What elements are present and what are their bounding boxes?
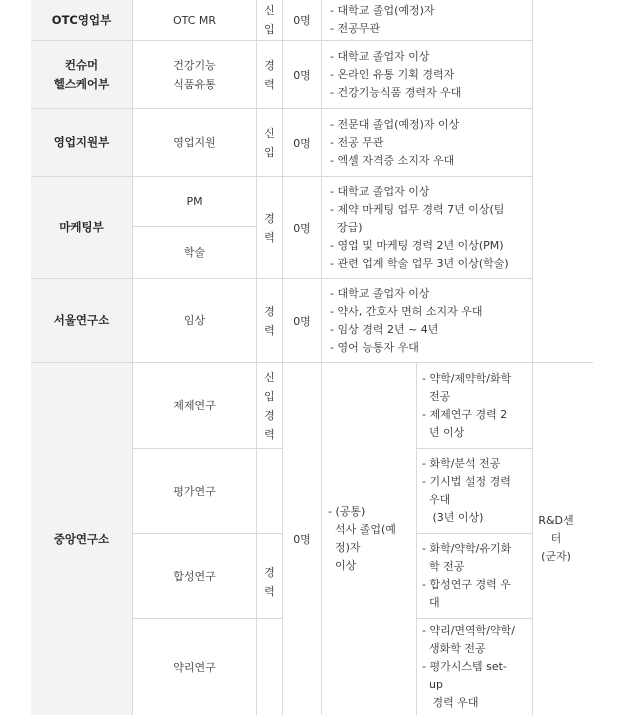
dept-label: 마케팅부 xyxy=(59,220,104,234)
hire-type-cell: 신 입 경 력 xyxy=(264,370,275,441)
job-cell xyxy=(133,227,256,278)
location-line: 터 xyxy=(550,532,562,545)
dept-label: 서울연구소 xyxy=(53,313,110,327)
requirement-line: - 온라인 유통 기획 경력자 xyxy=(330,67,455,81)
headcount-cell xyxy=(283,0,321,40)
requirement-line: 우대 xyxy=(422,493,451,506)
dept-label: 헬스케어부 xyxy=(53,76,110,91)
requirements-cell xyxy=(322,177,532,278)
requirement-line: - 평가시스템 set- xyxy=(422,660,507,673)
headcount: 0명 xyxy=(293,221,311,235)
headcount: 0명 xyxy=(293,314,311,328)
headcount: 0명 xyxy=(293,68,311,82)
requirement-line: 년 이상 xyxy=(422,425,465,439)
work-location-cell xyxy=(533,363,579,715)
requirement-line: - 기시법 설정 경력 xyxy=(422,475,511,488)
dept-label: 영업지원부 xyxy=(53,135,110,149)
job-cell xyxy=(133,449,256,533)
requirement-line: 생화학 전공 xyxy=(422,642,486,655)
job-cell xyxy=(133,534,256,618)
requirements-cell xyxy=(417,449,532,533)
requirement-line: 학 전공 xyxy=(422,560,465,573)
job-cell xyxy=(133,279,256,362)
job-label: 건강기능 xyxy=(173,58,216,72)
requirement-line: - 영어 능통자 우대 xyxy=(330,340,419,354)
requirement-line: 경력 우대 xyxy=(422,696,479,709)
requirements-cell xyxy=(417,363,532,448)
requirement-line: - 제제연구 경력 2 xyxy=(422,407,508,421)
dept-cell xyxy=(31,41,132,108)
dept-label: 중앙연구소 xyxy=(53,531,110,546)
requirement-line: 석사 졸업(예 xyxy=(328,523,396,536)
requirement-line: - 전공무관 xyxy=(330,22,380,35)
requirement-line: 정)자 xyxy=(328,541,361,554)
requirement-line: - 합성연구 경력 우 xyxy=(422,578,511,591)
job-label: 임상 xyxy=(183,314,206,327)
job-label: PM xyxy=(186,195,203,208)
requirements-cell xyxy=(322,109,532,176)
requirements-cell xyxy=(322,0,532,40)
job-label: 식품유통 xyxy=(173,77,216,91)
location-line: (군자) xyxy=(541,550,571,563)
requirement-line: - 대학교 졸업자 이상 xyxy=(330,286,430,300)
requirement-line: - 대학교 졸업자 이상 xyxy=(330,184,430,198)
job-label: 합성연구 xyxy=(173,569,216,583)
job-label: 제제연구 xyxy=(173,399,216,412)
requirement-line: 전공 xyxy=(422,389,451,403)
requirement-line: - 전문대 졸업(예정)자 이상 xyxy=(330,117,460,131)
job-label: 약리연구 xyxy=(173,660,216,674)
dept-cell xyxy=(31,0,132,40)
job-label: 학술 xyxy=(183,246,206,259)
dept-label: OTC영업부 xyxy=(51,12,112,27)
hire-type-cell: 경 력 xyxy=(264,304,275,337)
hire-type-cell: 경 력 xyxy=(264,58,275,91)
requirement-line: - 건강기능식품 경력자 우대 xyxy=(330,85,462,99)
requirement-line: - 영업 및 마케팅 경력 2년 이상(PM) xyxy=(330,238,504,252)
requirement-line: - 임상 경력 2년 ~ 4년 xyxy=(330,322,439,336)
requirement-line: - 제약 마케팅 업무 경력 7년 이상(팀 xyxy=(330,202,505,216)
headcount-cell xyxy=(283,363,321,715)
requirements-cell xyxy=(417,534,532,618)
job-cell xyxy=(133,177,256,226)
dept-cell xyxy=(31,279,132,362)
requirement-line: 대 xyxy=(422,596,440,609)
requirement-line: - 관련 업계 학술 업무 3년 이상(학술) xyxy=(330,256,509,270)
job-cell xyxy=(133,0,256,40)
headcount: 0명 xyxy=(293,533,311,546)
requirement-line: - 약학/제약학/화학 xyxy=(422,371,512,385)
requirement-line: - (공통) xyxy=(328,505,366,518)
requirement-line: - 엑셀 자격증 소지자 우대 xyxy=(330,153,455,167)
hire-type-cell: 경 력 xyxy=(264,211,275,244)
requirements-cell xyxy=(417,619,532,715)
job-label: 평가연구 xyxy=(173,484,216,498)
headcount-cell xyxy=(283,109,321,176)
requirements-cell xyxy=(322,41,532,108)
requirement-line: up xyxy=(422,678,443,691)
headcount: 0명 xyxy=(293,136,311,150)
job-label: OTC MR xyxy=(172,13,217,27)
requirement-line: 이상 xyxy=(328,559,357,572)
location-line: R&D센 xyxy=(538,514,574,527)
dept-cell xyxy=(31,109,132,176)
requirement-line: - 화학/분석 전공 xyxy=(422,457,501,470)
hire-type-cell: 신 입 xyxy=(264,4,275,36)
requirement-line: - 약사, 간호사 면허 소지자 우대 xyxy=(330,304,483,318)
headcount-cell xyxy=(283,41,321,108)
job-cell xyxy=(133,363,256,448)
job-cell xyxy=(133,109,256,176)
dept-cell xyxy=(31,363,132,715)
dept-label: 컨슈머 xyxy=(64,57,99,72)
headcount-cell xyxy=(283,177,321,278)
requirement-line: (3년 이상) xyxy=(422,511,484,524)
requirements-cell xyxy=(322,279,532,362)
requirement-line: 장급) xyxy=(330,220,363,234)
job-cell xyxy=(133,41,256,108)
requirement-line: - 약리/면역학/약학/ xyxy=(422,624,515,637)
job-label: 영업지원 xyxy=(173,136,216,149)
hire-type-cell: 신 입 xyxy=(264,126,275,159)
dept-cell xyxy=(31,177,132,278)
common-requirements-cell xyxy=(322,363,416,715)
headcount: 0명 xyxy=(293,14,311,27)
requirement-line: - 대학교 졸업(예정)자 xyxy=(330,4,435,17)
hire-type-cell: 경 력 xyxy=(264,566,275,598)
requirement-line: - 화학/약학/유기화 xyxy=(422,542,512,555)
requirement-line: - 전공 무관 xyxy=(330,135,384,149)
headcount-cell xyxy=(283,279,321,362)
job-cell xyxy=(133,619,256,715)
requirement-line: - 대학교 졸업자 이상 xyxy=(330,49,430,63)
